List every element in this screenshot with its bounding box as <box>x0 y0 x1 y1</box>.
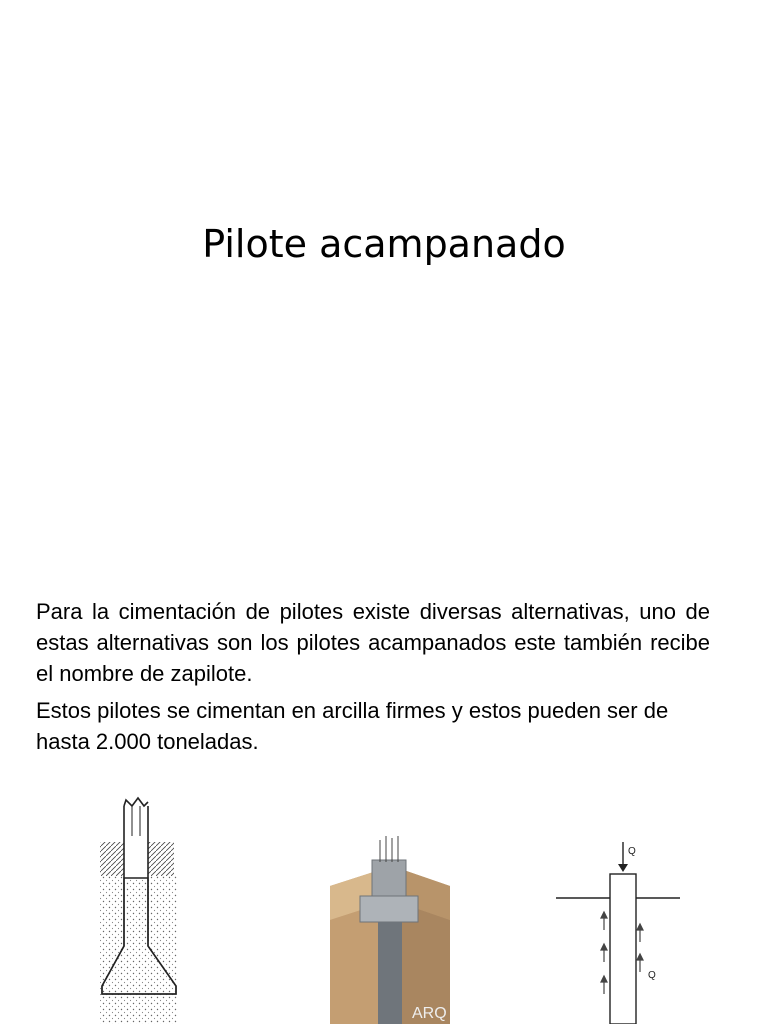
body-paragraph-2: Estos pilotes se cimentan en arcilla firmes y estos pueden ser de hasta 2.000 toneladas. <box>36 698 669 754</box>
body-paragraph-1: Para la cimentación de pilotes existe diversas alternativas, uno de estas alternativas son los pilotes acampanados este también recibe el nombre de zapilote. <box>36 599 710 686</box>
pile-cap-cutaway-figure <box>300 830 478 1024</box>
load-label: Q <box>628 846 636 857</box>
side-load-label: Q <box>648 970 656 981</box>
pile-load-diagram-figure <box>524 834 724 1024</box>
belled-pile-section-figure <box>96 786 182 1024</box>
watermark-text: ARQ <box>412 1005 447 1022</box>
slide-title: Pilote acampanado <box>202 222 566 266</box>
